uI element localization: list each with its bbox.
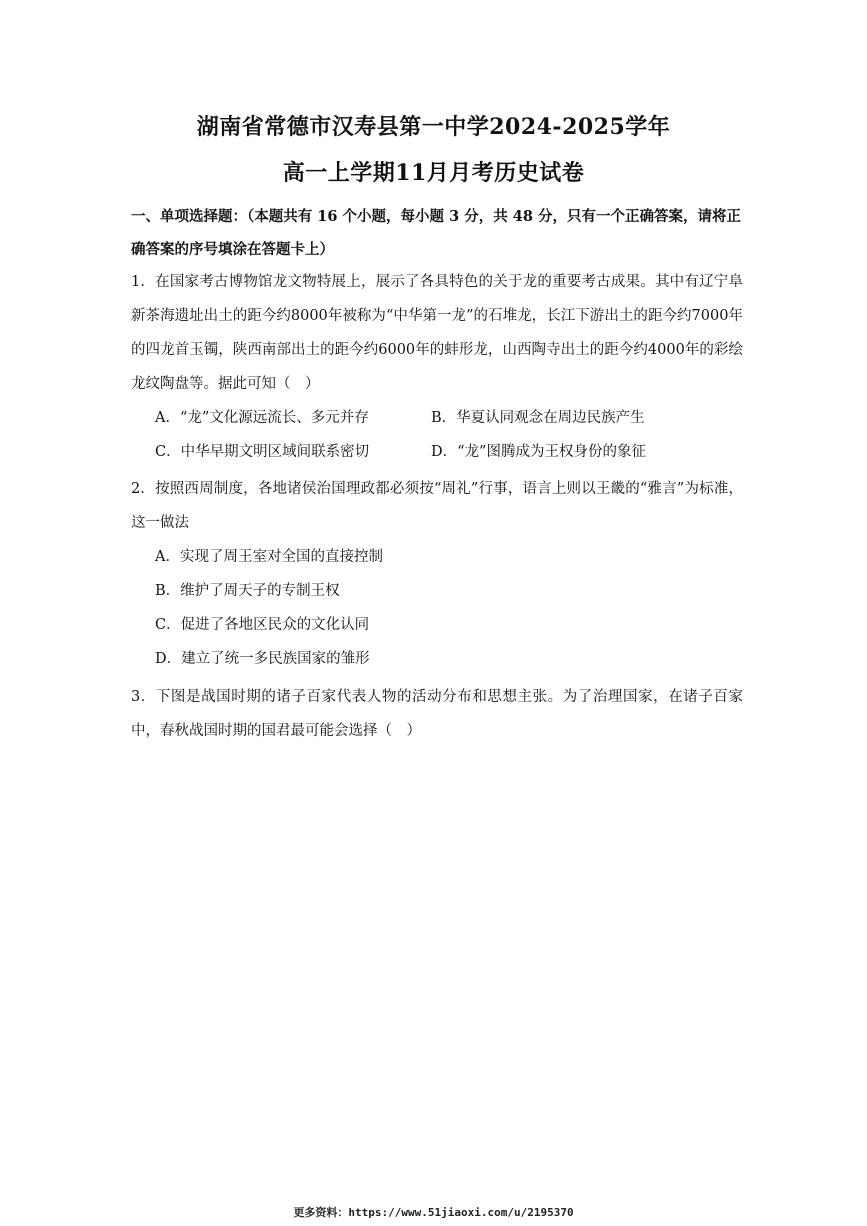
question-1-option-b: B．华夏认同观念在周边民族产生 xyxy=(431,410,645,426)
question-1-option-a: A．“龙”文化源远流长、多元并存 xyxy=(155,410,369,426)
exam-title-line1: 湖南省常德市汉寿县第一中学2024-2025学年 xyxy=(196,114,671,140)
question-2-option-a: A．实现了周王室对全国的直接控制 xyxy=(155,549,383,565)
question-1-option-c: C．中华早期文明区域间联系密切 xyxy=(155,444,370,460)
section-heading: 一、单项选择题：（本题共有 16 个小题，每小题 3 分，共 48 分，只有一个正确答案，请将正确答案的序号填涂在答题卡上） xyxy=(131,208,741,258)
question-3 xyxy=(131,680,743,748)
question-2 xyxy=(131,472,743,676)
question-2-text: 2．按照西周制度，各地诸侯治国理政都必须按“周礼”行事，语言上则以王畿的“雅言”为标准，这一做法 xyxy=(131,481,743,531)
question-1-text: 1．在国家考古博物馆龙文物特展上，展示了各具特色的关于龙的重要考古成果。其中有辽宁阜新茶海遗址出土的距今约8000年被称为“中华第一龙”的石堆龙，长江下游出土的距今约7000年的四龙首玉镯，陕西南部出土的距今约6000年的蚌形龙，山西陶寺出土的距今约4000年的彩绘龙纹陶盘等。据此可知（ ） xyxy=(131,274,743,392)
question-1 xyxy=(131,265,743,469)
exam-title-line2: 高一上学期11月月考历史试卷 xyxy=(282,160,585,186)
question-2-option-c: C．促进了各地区民众的文化认同 xyxy=(155,617,370,633)
question-2-option-d: D．建立了统一多民族国家的雏形 xyxy=(155,651,370,667)
question-2-option-b: B．维护了周天子的专制王权 xyxy=(155,583,340,599)
question-3-text: 3．下图是战国时期的诸子百家代表人物的活动分布和思想主张。为了治理国家，在诸子百家中，春秋战国时期的国君最可能会选择（ ） xyxy=(131,689,743,739)
footer-link[interactable]: 更多资料：https://www.51jiaoxi.com/u/2195370 xyxy=(293,1206,574,1219)
question-1-options xyxy=(131,401,743,469)
question-1-option-d: D．“龙”图腾成为王权身份的象征 xyxy=(431,444,646,460)
